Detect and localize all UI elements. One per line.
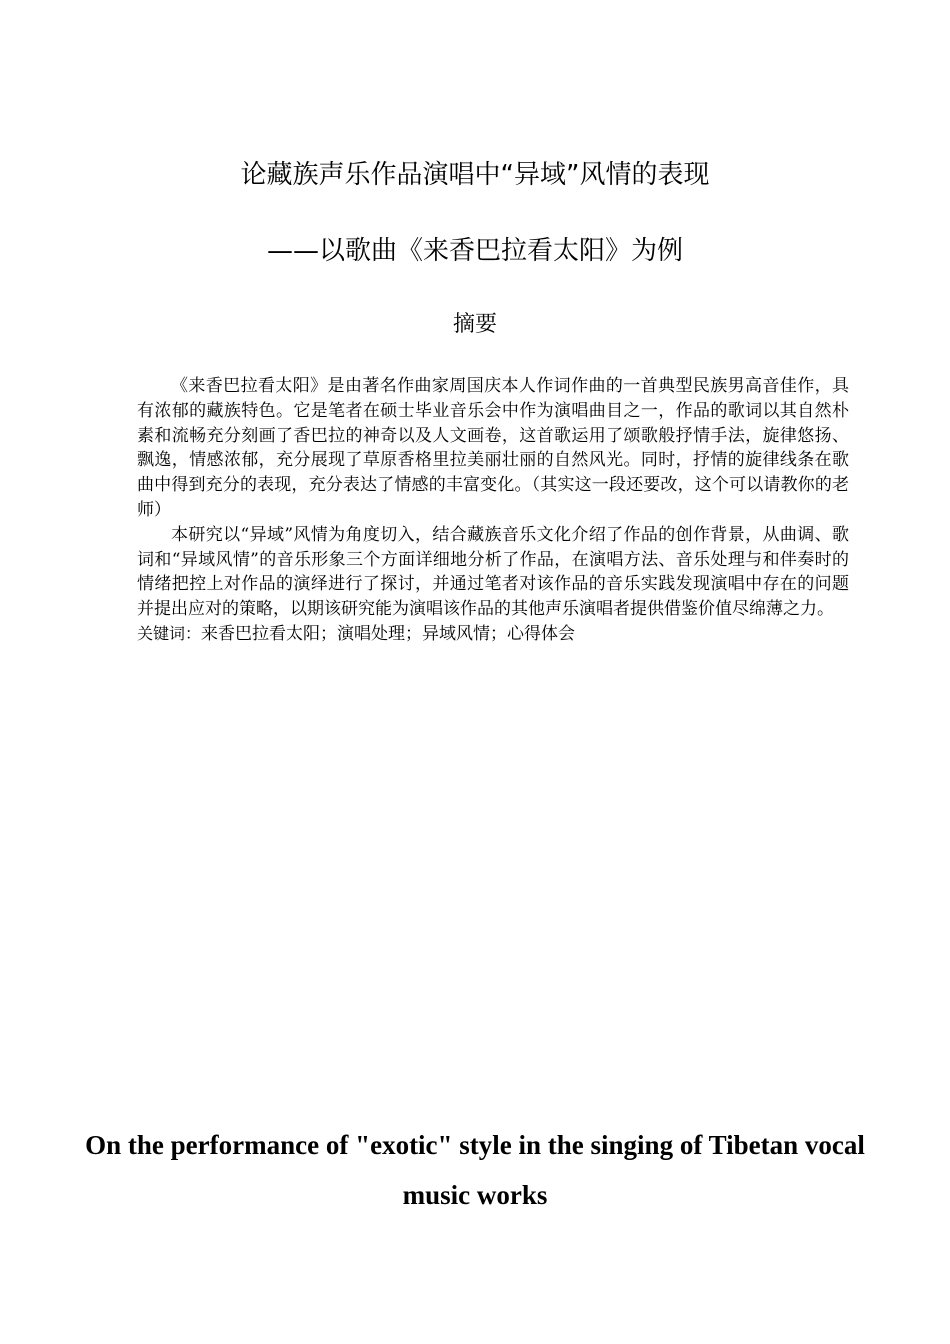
chinese-subtitle: ——以歌曲《来香巴拉看太阳》为例 [266,236,683,266]
abstract-paragraph-2: 本研究以“异域”风情为角度切入，结合藏族音乐文化介绍了作品的创作背景，从曲调、歌词和“异域风情”的音乐形象三个方面详细地分析了作品，在演唱方法、音乐处理与和伴奏时的情绪把控上对作品的演绎进行了探讨，并通过笔者对该作品的音乐实践发现演唱中存在的问题并提出应对的策略，以期该研究能为演唱该作品的其他声乐演唱者提供借鉴价值尽绵薄之力。 [137,524,849,620]
english-title: On the performance of "exotic" style in the singing of Tibetan vocal music works [85,1130,865,1210]
abstract-body [137,374,849,647]
chinese-main-title: 论藏族声乐作品演唱中“异域”风情的表现 [240,160,710,190]
keywords-line [137,622,849,647]
abstract-heading: 摘要 [452,312,497,337]
keywords-value: 来香巴拉看太阳；演唱处理；异域风情；心得体会 [201,623,576,644]
abstract-paragraph-1: 《来香巴拉看太阳》是由著名作曲家周国庆本人作词作曲的一首典型民族男高音佳作，具有浓郁的藏族特色。它是笔者在硕士毕业音乐会中作为演唱曲目之一，作品的歌词以其自然朴素和流畅充分刻画了香巴拉的神奇以及人文画卷，这首歌运用了颂歌般抒情手法，旋律悠扬、飘逸，情感浓郁，充分展现了草原香格里拉美丽壮丽的自然风光。同时，抒情的旋律线条在歌曲中得到充分的表现，充分表达了情感的丰富变化。（其实这一段还要改，这个可以请教你的老师） [137,376,849,520]
keywords-label: 关键词： [137,623,202,643]
